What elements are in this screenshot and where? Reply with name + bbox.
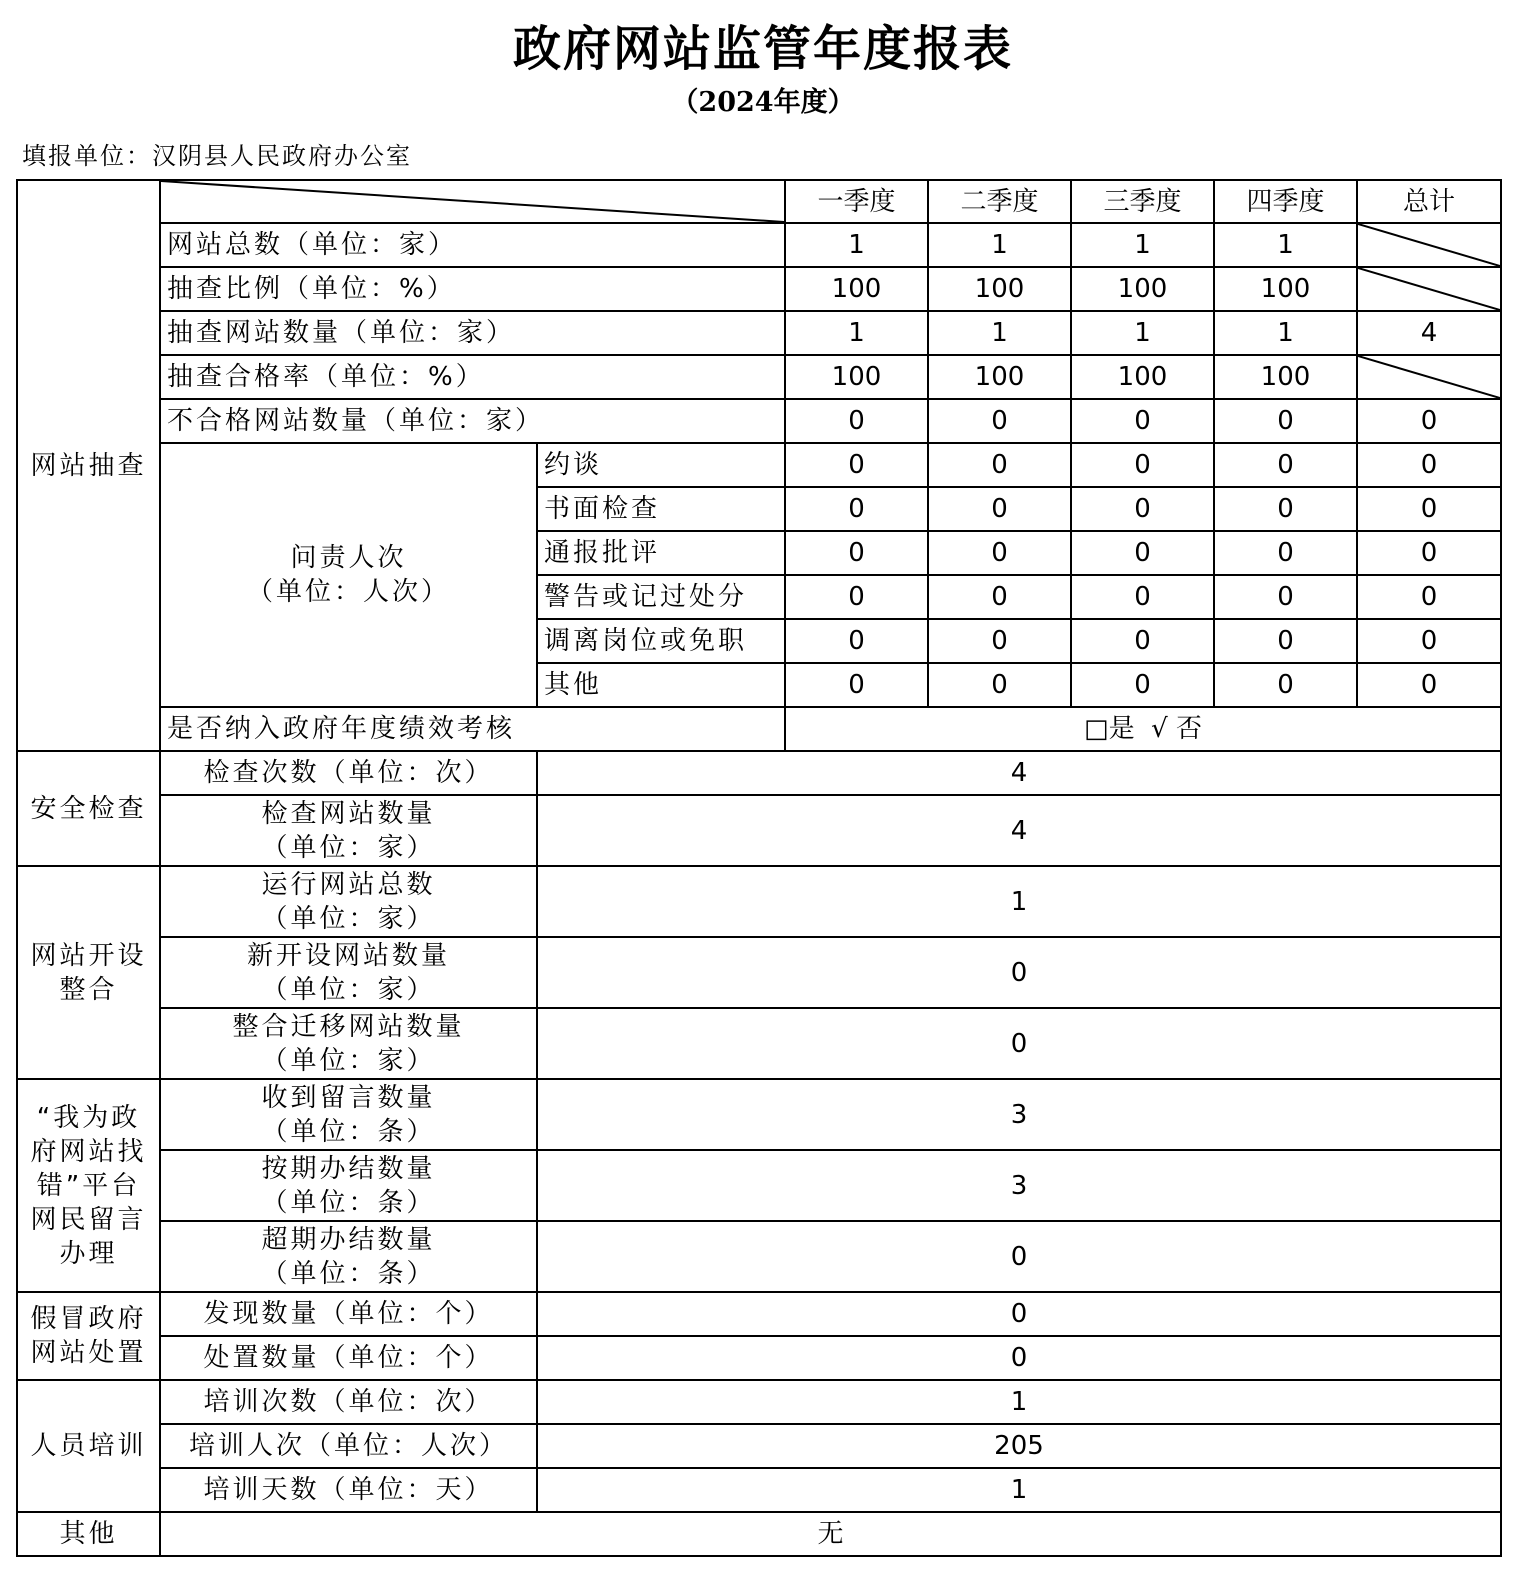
report-table — [16, 179, 1502, 1557]
section-setup-line2: 整合 — [59, 974, 118, 1005]
cell-value: 1 — [785, 223, 928, 267]
row-label — [160, 1008, 537, 1079]
cell-value: 0 — [928, 619, 1071, 663]
performance-label: 是否纳入政府年度绩效考核 — [160, 707, 785, 751]
header-q3: 三季度 — [1071, 180, 1214, 223]
cell-value: 0 — [537, 1336, 1501, 1380]
cell-total: 0 — [1357, 487, 1501, 531]
cell-value: 0 — [785, 443, 928, 487]
accountability-label-line1: 问责人次 — [290, 543, 407, 573]
row-label: 警告或记过处分 — [537, 575, 785, 619]
row-label-line2: （单位：条） — [261, 1187, 436, 1218]
row-label: 培训人次（单位：人次） — [160, 1424, 537, 1468]
section-fake-sites — [17, 1292, 160, 1380]
cell-total: 0 — [1357, 443, 1501, 487]
section-error-platform — [17, 1079, 160, 1292]
header-total: 总计 — [1357, 180, 1501, 223]
cell-value: 0 — [1214, 663, 1357, 707]
section-security: 安全检查 — [17, 751, 160, 866]
section-line: 办理 — [59, 1238, 118, 1269]
row-label — [160, 1150, 537, 1221]
cell-value: 1 — [1071, 223, 1214, 267]
reporting-unit: 填报单位：汉阴县人民政府办公室 — [22, 142, 412, 170]
cell-value: 0 — [928, 575, 1071, 619]
cell-value: 100 — [1071, 355, 1214, 399]
header-q2: 二季度 — [928, 180, 1071, 223]
diagonal-line — [1358, 224, 1500, 266]
row-label — [160, 866, 537, 937]
section-other: 其他 — [17, 1512, 160, 1556]
cell-value: 1 — [1214, 311, 1357, 355]
row-label: 调离岗位或免职 — [537, 619, 785, 663]
row-label — [160, 1079, 537, 1150]
cell-value: 0 — [1214, 619, 1357, 663]
section-line: 假冒政府 — [30, 1304, 147, 1334]
row-label: 书面检查 — [537, 487, 785, 531]
cell-value: 1 — [928, 311, 1071, 355]
row-label-line2: （单位：条） — [261, 1258, 436, 1289]
cell-value: 0 — [1214, 487, 1357, 531]
section-line: “我为政 — [36, 1102, 141, 1133]
cell-total: 0 — [1357, 399, 1501, 443]
cell-value: 0 — [785, 663, 928, 707]
other-value: 无 — [160, 1512, 1501, 1556]
section-training: 人员培训 — [17, 1380, 160, 1512]
cell-value: 0 — [1071, 399, 1214, 443]
total-diagonal-cell — [1357, 355, 1501, 399]
row-label-line1: 检查网站数量 — [261, 798, 436, 829]
cell-value: 1 — [537, 866, 1501, 937]
section-setup — [17, 866, 160, 1079]
page-title: 政府网站监管年度报表 — [512, 21, 1013, 77]
report-year: （2024年度） — [671, 87, 855, 118]
row-label-line1: 整合迁移网站数量 — [232, 1011, 465, 1042]
cell-value: 1 — [537, 1380, 1501, 1424]
cell-value: 0 — [537, 937, 1501, 1008]
cell-total: 0 — [1357, 663, 1501, 707]
row-label: 发现数量（单位：个） — [160, 1292, 537, 1336]
cell-total: 0 — [1357, 531, 1501, 575]
cell-value: 0 — [928, 443, 1071, 487]
row-label: 约谈 — [537, 443, 785, 487]
section-setup-line1: 网站开设 — [30, 940, 147, 971]
cell-value: 0 — [928, 531, 1071, 575]
row-label — [160, 795, 537, 866]
header-diagonal-cell — [160, 180, 785, 223]
cell-value: 0 — [785, 619, 928, 663]
cell-value: 0 — [537, 1292, 1501, 1336]
section-spot-check: 网站抽查 — [17, 180, 160, 751]
row-label: 通报批评 — [537, 531, 785, 575]
cell-value: 1 — [537, 1468, 1501, 1512]
header-q4: 四季度 — [1214, 180, 1357, 223]
row-label: 培训天数（单位：天） — [160, 1468, 537, 1512]
cell-value: 0 — [1214, 399, 1357, 443]
cell-total: 4 — [1357, 311, 1501, 355]
row-label-line2: （单位：家） — [261, 974, 436, 1005]
cell-value: 4 — [537, 795, 1501, 866]
cell-value: 0 — [537, 1221, 1501, 1292]
row-label-line1: 新开设网站数量 — [246, 940, 450, 971]
cell-value: 0 — [1071, 619, 1214, 663]
section-line: 错”平台 — [36, 1170, 141, 1201]
cell-value: 0 — [537, 1008, 1501, 1079]
cell-value: 1 — [785, 311, 928, 355]
row-label-line1: 按期办结数量 — [261, 1153, 436, 1184]
row-label: 网站总数（单位：家） — [160, 223, 785, 267]
total-diagonal-cell — [1357, 223, 1501, 267]
cell-value: 0 — [785, 399, 928, 443]
cell-value: 0 — [1071, 443, 1214, 487]
row-label: 抽查网站数量（单位：家） — [160, 311, 785, 355]
header-q1: 一季度 — [785, 180, 928, 223]
row-label: 处置数量（单位：个） — [160, 1336, 537, 1380]
cell-total: 0 — [1357, 619, 1501, 663]
row-label: 抽查比例（单位：%） — [160, 267, 785, 311]
cell-value: 0 — [1071, 575, 1214, 619]
cell-value: 100 — [785, 355, 928, 399]
cell-value: 0 — [1214, 443, 1357, 487]
cell-value: 4 — [537, 751, 1501, 795]
cell-value: 0 — [1071, 663, 1214, 707]
cell-value: 0 — [785, 575, 928, 619]
row-label-line1: 运行网站总数 — [261, 869, 436, 900]
row-label — [160, 1221, 537, 1292]
cell-value: 0 — [785, 531, 928, 575]
cell-value: 0 — [785, 487, 928, 531]
total-diagonal-cell — [1357, 267, 1501, 311]
cell-value: 1 — [1214, 223, 1357, 267]
row-label-line2: （单位：家） — [261, 832, 436, 863]
diagonal-line — [161, 181, 784, 222]
cell-value: 0 — [928, 663, 1071, 707]
row-label: 其他 — [537, 663, 785, 707]
cell-value: 0 — [1071, 531, 1214, 575]
cell-value: 0 — [1214, 575, 1357, 619]
section-line: 网站处置 — [30, 1338, 147, 1368]
row-label-line1: 超期办结数量 — [261, 1224, 436, 1255]
row-label: 抽查合格率（单位：%） — [160, 355, 785, 399]
row-label-line2: （单位：条） — [261, 1116, 436, 1147]
cell-value: 3 — [537, 1150, 1501, 1221]
cell-value: 0 — [1071, 487, 1214, 531]
cell-value: 100 — [1071, 267, 1214, 311]
cell-value: 100 — [928, 355, 1071, 399]
cell-value: 1 — [1071, 311, 1214, 355]
row-label: 不合格网站数量（单位：家） — [160, 399, 785, 443]
cell-total: 0 — [1357, 575, 1501, 619]
row-label-line2: （单位：家） — [261, 903, 436, 934]
diagonal-line — [1358, 268, 1500, 310]
cell-value: 1 — [928, 223, 1071, 267]
cell-value: 100 — [785, 267, 928, 311]
accountability-label-line2: （单位：人次） — [246, 577, 450, 607]
cell-value: 100 — [928, 267, 1071, 311]
accountability-label — [160, 443, 537, 707]
cell-value: 3 — [537, 1079, 1501, 1150]
row-label-line2: （单位：家） — [261, 1045, 436, 1076]
cell-value: 0 — [928, 399, 1071, 443]
cell-value: 100 — [1214, 267, 1357, 311]
section-line: 府网站找 — [30, 1136, 147, 1167]
section-line: 网民留言 — [30, 1204, 147, 1235]
row-label: 培训次数（单位：次） — [160, 1380, 537, 1424]
cell-value: 0 — [1214, 531, 1357, 575]
cell-value: 205 — [537, 1424, 1501, 1468]
row-label: 检查次数（单位：次） — [160, 751, 537, 795]
row-label — [160, 937, 537, 1008]
row-label-line1: 收到留言数量 — [261, 1082, 436, 1113]
diagonal-line — [1358, 356, 1500, 398]
cell-value: 0 — [928, 487, 1071, 531]
cell-value: 100 — [1214, 355, 1357, 399]
performance-answer: □是 √ 否 — [785, 707, 1501, 751]
